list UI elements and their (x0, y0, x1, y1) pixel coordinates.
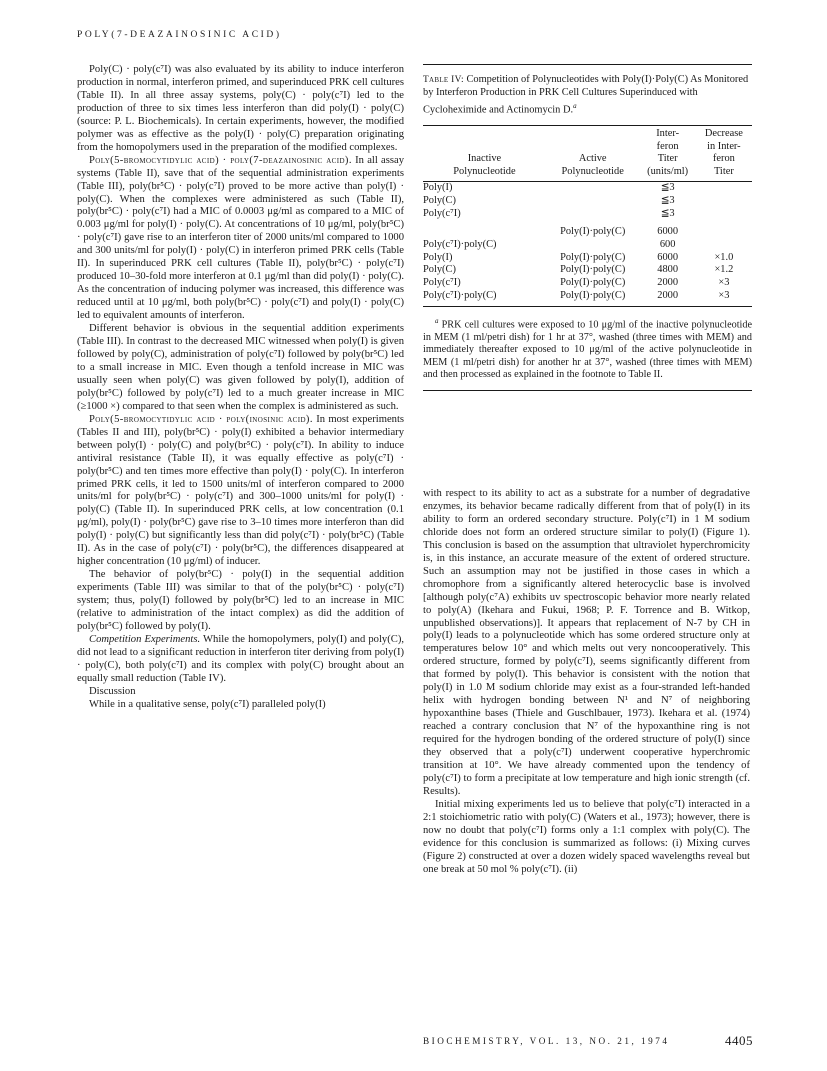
cell-decrease (696, 226, 752, 239)
cell-inactive: Poly(C) (423, 264, 456, 276)
paragraph: with respect to its ability to act as a substrate for a number of degradative enzymes, its behavior became radically different from that of poly(I) in its ability to form an ordered secondary structure. Poly(c⁷I) in 1 M sodium chloride does not form an ordered structure similar to poly(I) (Figure 1). This conclusion is based on the assumption that ultraviolet hyperchromicity is, in this instance, an accurate measure of the extent of ordered structure. Such an assumption may not be justified in those cases in which a chromophore from a significantly altered heterocyclic base is involved [although poly(c⁷A) exhibits uv spectroscopic behavior more nearly related to poly(A) (Ikehara and Fukui, 1968; P. F. Torrence and B. Witkop, unpublished observations)]. It appears that replacement of N-7 by CH in poly(I) leads to a polynucleotide which has some ordered structure only at temperatures below 10° and which melts out very noncooperatively. This ordered structure, formed by poly(c⁷I), seems significantly different from that formed by poly(I). This behavior is consistent with the notion that poly(I) in 1.0 M sodium chloride may exist as a four-stranded left-handed helix with hydrogen bonding between N¹ and N⁷ of neighboring hypoxanthine bases (Thiele and Guschlbauer, 1973). Ikehara et al. (1974) reached a contrary conclusion that N⁷ of the hypoxanthine ring is not required for the hydrogen bonding of the ordered structure of poly(I) since they observed that a poly(c⁷I) underwent cooperative hyperchromic transition at 10°. We have already commented upon the tendency of poly(c⁷I) to form a precipitate at low temperature and high ionic strength (cf. Results). (423, 488, 750, 797)
cell-decrease: ×1.2 (714, 264, 734, 276)
journal-citation: BIOCHEMISTRY, VOL. 13, NO. 21, 1974 (423, 1036, 670, 1046)
column-header-titer: Inter- feron Titer (units/ml) (647, 128, 689, 177)
cell-active: Poly(I)·poly(C) (560, 251, 626, 263)
paragraph (77, 634, 404, 686)
table-title-footnote-mark: a (573, 101, 577, 110)
paragraph (77, 155, 404, 323)
cell-inactive (423, 226, 546, 239)
cell-inactive: Poly(I) (423, 182, 453, 194)
cell-decrease: ×1.0 (714, 251, 734, 263)
section-heading-discussion: Discussion (89, 685, 136, 697)
table-row (423, 239, 752, 252)
cell-active: Poly(I)·poly(C) (560, 289, 626, 301)
table-row (423, 264, 752, 277)
cell-active (546, 195, 640, 208)
cell-decrease (696, 239, 752, 252)
table-body (423, 182, 752, 302)
cell-active (546, 182, 640, 195)
table-row (423, 226, 752, 239)
cell-titer: ≦3 (660, 194, 675, 206)
table-row (423, 182, 752, 195)
cell-active: Poly(I)·poly(C) (560, 226, 626, 238)
table-title: Competition of Polynucleotides with Poly(I)·Poly(C) As Monitored by Interferon Production in PRK Cell Cultures Superinduced with Cycloheximide and Actinomycin D. (423, 74, 749, 116)
column-header-decrease: Decrease in Inter- feron Titer (704, 128, 743, 177)
table-footnote-mark: a (435, 316, 439, 325)
cell-inactive: Poly(c⁷I) (423, 207, 461, 219)
cell-active (546, 208, 640, 221)
column-header-active: Active Polynucleotide (561, 153, 624, 177)
running-head: POLY(7-DEAZAINOSINIC ACID) (77, 30, 282, 40)
cell-titer: 6000 (657, 251, 679, 263)
cell-decrease (696, 195, 752, 208)
table-row (423, 290, 752, 303)
table-top-rule (423, 64, 752, 65)
section-run-in-heading: Competition Experiments. (89, 633, 201, 645)
cell-decrease: ×3 (718, 277, 730, 289)
table-row (423, 208, 752, 221)
paragraph: Initial mixing experiments led us to believe that poly(c⁷I) interacted in a 2:1 stoichiometric ratio with poly(C) (Waters et al., 1973); however, there is now no doubt that poly(c⁷I) forms only a 1:1 complex with poly(C). The evidence for this conclusion is summarized as follows: (i) Mixing curves (Figure 2) constructed at over a dozen widely spaced wavelengths reveal but one break at 50 mol % poly(c⁷I). (ii) (423, 798, 750, 875)
cell-titer: 600 (659, 239, 676, 250)
page-footer (423, 1033, 753, 1048)
cell-titer: 6000 (657, 226, 679, 238)
table-row (423, 252, 752, 265)
left-column (77, 64, 404, 712)
cell-active: Poly(I)·poly(C) (560, 277, 626, 289)
section-run-in-heading: Poly(5-bromocytidylic acid · poly(inosinic acid). (89, 413, 313, 425)
paragraph: While in a qualitative sense, poly(c⁷I) paralleled poly(I) (89, 698, 326, 710)
paragraph-text: While the homopolymers, poly(I) and poly(C), did not lead to a significant reduction in interferon titer deriving from poly(I) · poly(C), both poly(c⁷I) and its complex with poly(C) brought about an equally small reduction (Table IV). (77, 633, 404, 684)
column-header-inactive: Inactive Polynucleotide (453, 153, 516, 177)
cell-decrease (696, 182, 752, 195)
table-header-row (423, 126, 752, 181)
table-row (423, 277, 752, 290)
right-column (423, 488, 750, 877)
cell-inactive: Poly(C) (423, 194, 456, 206)
cell-decrease: ×3 (718, 289, 730, 301)
table-iv (423, 64, 752, 391)
paragraph: Poly(C) · poly(c⁷I) was also evaluated by its ability to induce interferon production in normal, interferon primed, and superinduced PRK cell cultures (Table II). In all three assay systems, poly(C) · poly(c⁷I) led to the production of three to six times less interferon than did poly(I) · poly(C) (source: P. L. Biochemicals). In certain experiments, however, the modified polymer was as effective as the poly(I) · poly(C) preparation originating from the homopolymers used in the preparation of the modified complexes. (77, 64, 404, 153)
paragraph (77, 414, 404, 569)
table-footnote-text: PRK cell cultures were exposed to 10 μg/ml of the inactive polynucleotide in MEM (1 ml/petri dish) for 1 hr at 37°, washed (three times with MEM) and immediately thereafter exposed to 10 μg/ml of the active polynucleotide in MEM (1 ml/petri dish) for another hr at 37°, washed (three times with MEM) and then processed as explained in the footnote to Table II. (423, 318, 753, 381)
cell-titer: ≦3 (660, 207, 675, 219)
paragraph-text: In all assay systems (Table II), save that of the sequential administration experiments (Table III), poly(br⁵C) · poly(c⁷I) proved to be more active than poly(I) · poly(C). When the complexes were administered as such (Table II), poly(br⁵C) · poly(c⁷I) had a MIC of 0.0003 μg/ml as compared to a MIC of 0.003 μg/ml for poly(I) · poly(C). At concentrations of 10 μg/ml, poly(br⁵C) · poly(c⁷I) gave rise to an interferon titer of 2000 units/ml compared to 1000 and 300 units/ml for poly(I) · poly(C) in interferon primed PRK cells (Table II). In superinduced PRK cell cultures (Table II), poly(br⁵C) · poly(c⁷I) produced 10–30-fold more interferon at 0.1 μg/ml than did poly(I) · poly(C). As the concentration of inducing polymer was increased, this difference was reduced until at 10 μg/ml, both poly(br⁵C) · poly(c⁷I) and poly(I) · poly(C) led to equivalent amounts of interferon. (77, 154, 404, 322)
cell-titer: 2000 (657, 289, 679, 301)
paragraph-text: In most experiments (Tables II and III), poly(br⁵C) · poly(I) exhibited a behavior intermediary between poly(I) · poly(C) and poly(br⁵C) · poly(c⁷I). In ability to induce antiviral resistance (Table II), it was equally effective as poly(c⁷I) · poly(br⁵C) and ten times more effective than poly(I) · poly(C). In interferon primed PRK cells, it led to 1500 units/ml of interferon compared to 2000 units/ml for poly(br⁵C) · poly(c⁷I) and 300–1000 units/ml for poly(I) · poly(C) (Table II). In superinduced PRK cells, at low concentration (0.1 μg/ml), poly(I) · poly(br⁵C) gave rise to 3–10 times more interferon than did poly(I) · poly(C) but significantly less than did poly(c⁷I) · poly(br⁵C) (Table II). As in the case of poly(c⁷I) · poly(br⁵C), the differences disappeared at higher concentration (10 μg/ml) of inducer. (77, 413, 405, 568)
table-row (423, 195, 752, 208)
cell-active (546, 239, 640, 252)
cell-inactive: Poly(I) (423, 251, 453, 263)
section-run-in-heading: Poly(5-bromocytidylic acid) · poly(7-deazainosinic acid). (89, 154, 352, 166)
table-footnote (423, 315, 752, 382)
cell-inactive: Poly(c⁷I)·poly(C) (423, 289, 497, 301)
table-label: Table IV: (423, 75, 464, 85)
table-bottom-rule (423, 306, 752, 307)
cell-decrease (696, 208, 752, 221)
cell-titer: 4800 (657, 264, 679, 276)
page-number: 4405 (725, 1033, 753, 1048)
cell-inactive: Poly(c⁷I)·poly(C) (423, 239, 497, 250)
table-grid (423, 126, 752, 302)
cell-titer: 2000 (657, 277, 679, 289)
cell-titer: ≦3 (660, 182, 675, 194)
paragraph: The behavior of poly(br⁵C) · poly(I) in the sequential addition experiments (Table III) was similar to that of the poly(br⁵C) · poly(c⁷I) system; thus, poly(I) followed by poly(br⁵C) led to an increase in MIC (relative to administration of the intact complex) as did the addition of poly(br⁵C) followed by poly(I). (77, 569, 404, 632)
table-end-rule (423, 390, 752, 391)
cell-active: Poly(I)·poly(C) (560, 264, 626, 276)
paragraph: Different behavior is obvious in the sequential addition experiments (Table III). In contrast to the decreased MIC witnessed when poly(I) is given followed by poly(C), administration of poly(c⁷I) followed by poly(br⁵C) led to a small increase in MIC. Even though a tenfold increase in MIC was usually seen when poly(C) was given followed by poly(I), addition of poly(br⁵C) followed by poly(c⁷I) led to a much greater increase in MIC (≥1000 ×) compared to that seen when the complex is administered as such. (77, 323, 404, 412)
cell-inactive: Poly(c⁷I) (423, 277, 461, 289)
table-caption (423, 74, 752, 117)
